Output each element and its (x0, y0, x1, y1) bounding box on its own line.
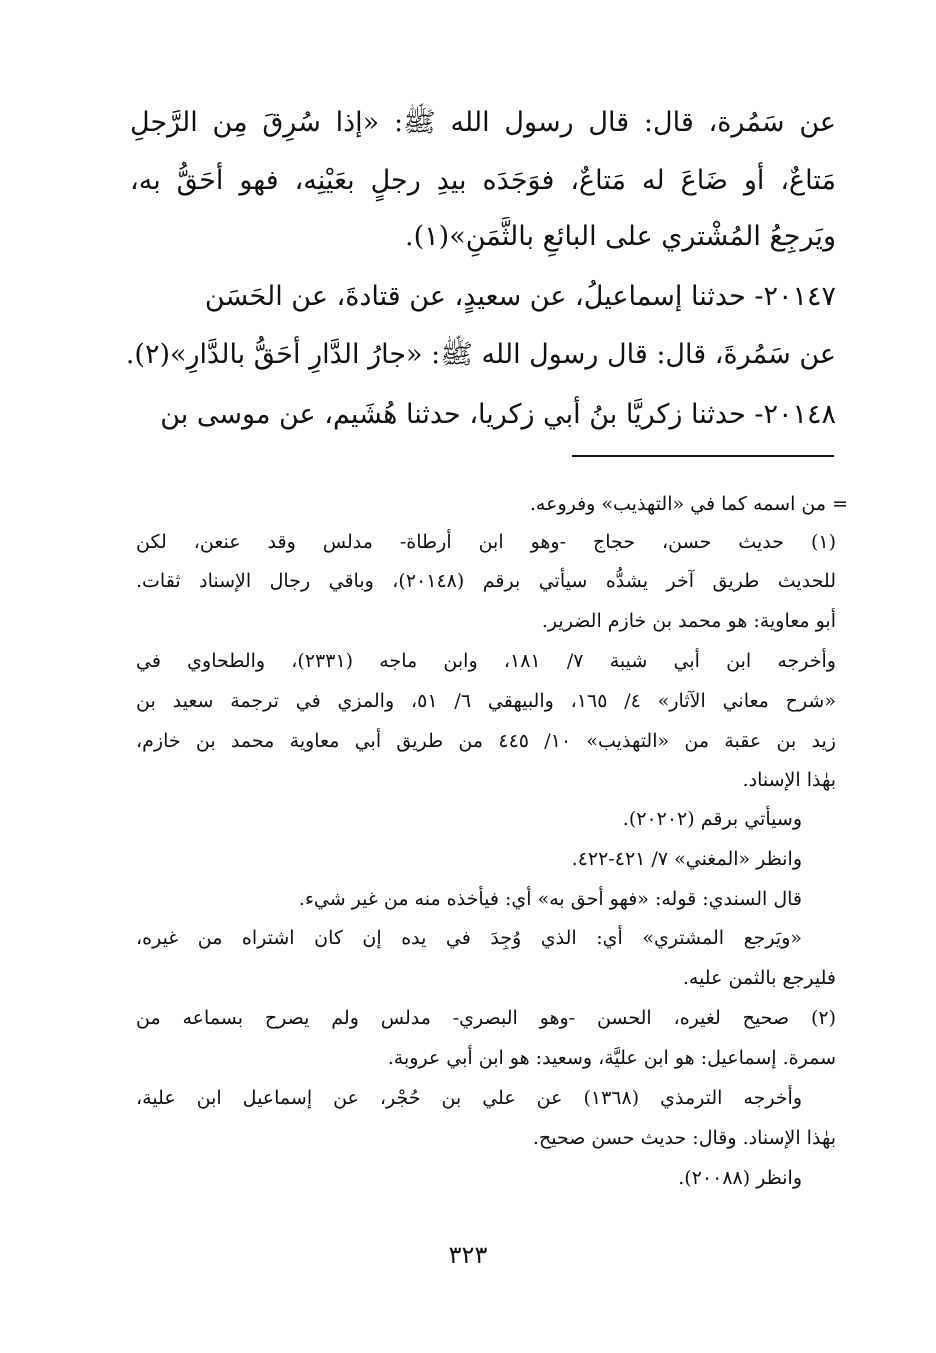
footnote-1-line-1: (١) حديث حسن، حجاج -وهو ابن أرطاة- مدلس وقد عنعن، لكن (136, 531, 836, 553)
footnote-1-line-9: وانظر «المغني» ٧/ ٤٢١-٤٢٢. (571, 848, 802, 870)
footnote-1-line-7: بهٰذا الإسناد. (742, 769, 836, 791)
footnote-2-line-1: (٢) صحيح لغيره، الحسن -وهو البصري- مدلس ولم يصرح بسماعه من (136, 1007, 836, 1029)
footnote-separator (572, 455, 834, 457)
main-text-line-1: عن سَمُرة، قال: قال رسول الله ﷺ: «إذا سُرِقَ مِن الرَّجلِ (130, 107, 836, 138)
main-text-line-3: ويَرجِعُ المُشْتري على البائعِ بالثَّمَنِ»(١). (405, 221, 836, 252)
footnote-continuation: = من اسمه كما في «التهذيب» وفروعه. (529, 493, 848, 515)
footnote-2-line-3: وأخرجه الترمذي (١٣٦٨) عن علي بن حُجْر، عن إسماعيل ابن علية، (136, 1087, 802, 1109)
footnote-1-line-12: فليرجع بالثمن عليه. (682, 967, 836, 989)
footnote-1-line-2: للحديث طريق آخر يشدُّه سيأتي برقم (٢٠١٤٨)، وباقي رجال الإسناد ثقات. (136, 570, 836, 592)
footnote-1-line-3: أبو معاوية: هو محمد بن خازم الضرير. (541, 610, 836, 632)
footnote-2-line-4: بهٰذا الإسناد. وقال: حديث حسن صحيح. (532, 1127, 836, 1149)
footnote-1-line-5: «شرح معاني الآثار» ٤/ ١٦٥، والبيهقي ٦/ ٥١، والمزي في ترجمة سعيد بن (136, 690, 836, 712)
footnote-1-line-10: قال السندي: قوله: «فهو أحق به» أي: فيأخذه منه من غير شيء. (298, 888, 802, 910)
footnote-1-line-6: زيد بن عقبة من «التهذيب» ١٠/ ٤٤٥ من طريق أبي معاوية محمد بن خازم، (136, 730, 836, 752)
hadith-20148-line: ٢٠١٤٨- حدثنا زكريَّا بنُ أبي زكريا، حدثنا هُشَيم، عن موسى بن (160, 399, 836, 430)
page-number: ٣٢٣ (448, 1241, 488, 1269)
hadith-20147-line: ٢٠١٤٧- حدثنا إسماعيلُ، عن سعيدٍ، عن قتادةَ، عن الحَسَن (204, 281, 836, 312)
footnote-1-line-11: «ويَرجع المشتري» أي: الذي وُجِدَ في يده إن كان اشتراه من غيره، (136, 927, 802, 949)
footnote-2-line-2: سمرة. إسماعيل: هو ابن عليَّة، وسعيد: هو ابن أبي عروبة. (387, 1047, 836, 1069)
footnote-1-line-4: وأخرجه ابن أبي شيبة ٧/ ١٨١، وابن ماجه (٢٣٣١)، والطحاوي في (136, 650, 836, 672)
main-text-line-5: عن سَمُرةَ، قال: قال رسول الله ﷺ: «جارُ الدَّارِ أحَقُّ بالدَّارِ»(٢). (125, 339, 836, 370)
footnote-1-line-8: وسيأتي برقم (٢٠٢٠٢). (622, 808, 802, 830)
main-text-line-2: مَتاعٌ، أو ضَاعَ له مَتاعٌ، فوَجَدَه بيدِ رجلٍ بعَيْنِه، فهو أحَقُّ به، (130, 165, 836, 196)
footnote-2-line-5: وانظر (٢٠٠٨٨). (678, 1167, 802, 1189)
